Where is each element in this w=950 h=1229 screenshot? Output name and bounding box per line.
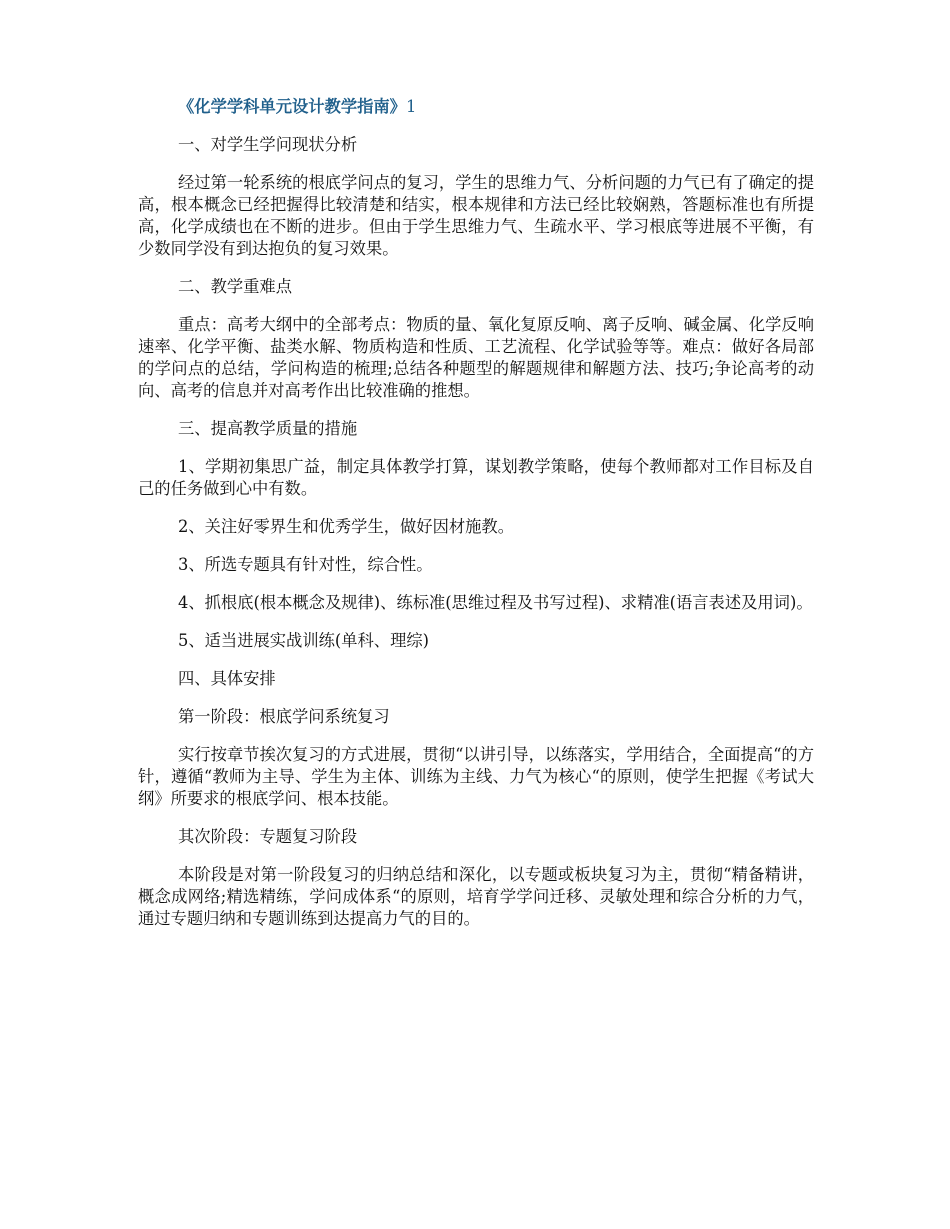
measure-item-4: 4、抓根底(根本概念及规律)、练标准(思维过程及书写过程)、求精准(语言表述及用词)。 — [178, 593, 813, 612]
measure-item-2: 2、关注好零界生和优秀学生，做好因材施教。 — [178, 517, 514, 536]
section-heading-analysis: 一、对学生学问现状分析 — [178, 135, 358, 154]
section-heading-key-points: 二、教学重难点 — [178, 277, 292, 296]
measure-item-5: 5、适当进展实战训练(单科、理综) — [178, 631, 430, 650]
document-page — [138, 96, 814, 946]
section-heading-measures: 三、提高教学质量的措施 — [178, 419, 358, 438]
section-heading-arrangement: 四、具体安排 — [178, 669, 276, 688]
title-text: 《化学学科单元设计教学指南》 — [178, 97, 406, 116]
paragraph-stage-1: 实行按章节挨次复习的方式进展，贯彻“以讲引导，以练落实，学用结合，全面提高“的方针，遵循“教师为主导、学生为主体、训练为主线、力气为核心“的原则，使学生把握《考试大纲》所要求的根底学问、根本技能。 — [138, 745, 814, 808]
measure-item-3: 3、所选专题具有针对性，综合性。 — [178, 555, 433, 574]
title-suffix: 1 — [405, 97, 417, 116]
paragraph-analysis: 经过第一轮系统的根底学问点的复习，学生的思维力气、分析问题的力气已有了确定的提高，根本概念已经把握得比较清楚和结实，根本规律和方法已经比较娴熟，答题标准也有所提高，化学成绩也在不断的进步。但由于学生思维力气、生疏水平、学习根底等进展不平衡，有少数同学没有到达抱负的复习效果。 — [138, 173, 814, 258]
stage-heading-1: 第一阶段：根底学问系统复习 — [178, 707, 390, 726]
stage-heading-2: 其次阶段：专题复习阶段 — [178, 827, 358, 846]
measure-item-1: 1、学期初集思广益，制定具体教学打算，谋划教学策略，使每个教师都对工作目标及自己的任务做到心中有数。 — [138, 457, 814, 498]
document-title — [138, 96, 814, 118]
paragraph-key-points: 重点：高考大纲中的全部考点：物质的量、氧化复原反响、离子反响、碱金属、化学反响速率、化学平衡、盐类水解、物质构造和性质、工艺流程、化学试验等等。难点：做好各局部的学问点的总结，学问构造的梳理;总结各种题型的解题规律和解题方法、技巧;争论高考的动向、高考的信息并对高考作出比较准确的推想。 — [138, 315, 814, 400]
paragraph-stage-2: 本阶段是对第一阶段复习的归纳总结和深化，以专题或板块复习为主，贯彻“精备精讲，概念成网络;精选精练，学问成体系“的原则，培育学学问迁移、灵敏处理和综合分析的力气，通过专题归纳和专题训练到达提高力气的目的。 — [138, 865, 814, 928]
